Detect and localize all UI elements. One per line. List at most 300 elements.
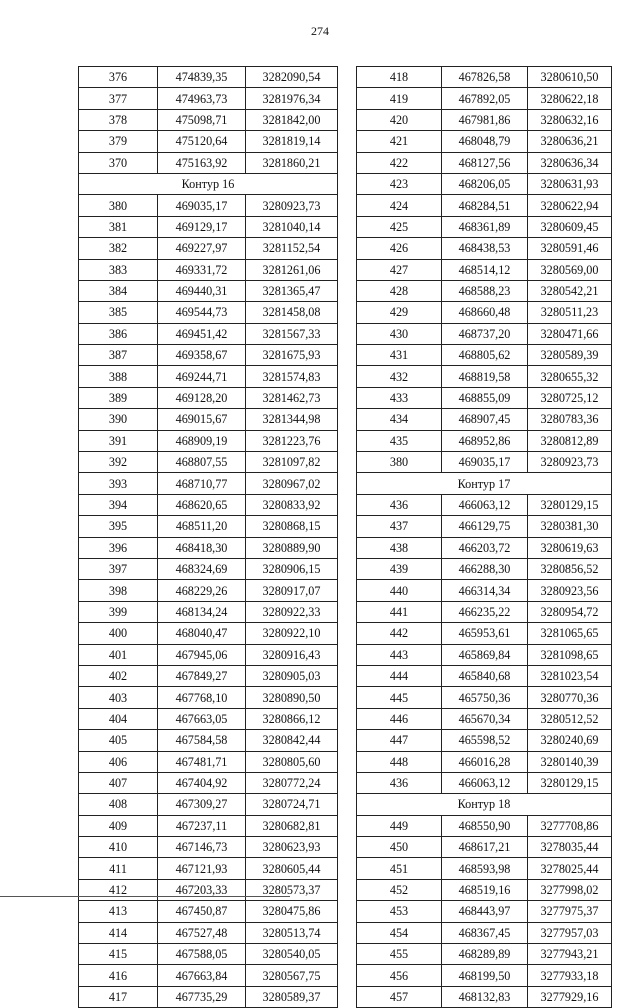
y-coordinate-cell: 3280833,92 bbox=[246, 494, 338, 515]
table-row bbox=[79, 302, 338, 323]
x-coordinate-cell: 468807,55 bbox=[158, 452, 246, 473]
y-coordinate-cell: 3280636,34 bbox=[528, 152, 612, 173]
x-coordinate-cell: 465840,68 bbox=[442, 665, 528, 686]
x-coordinate-cell: 468367,45 bbox=[442, 922, 528, 943]
x-coordinate-cell: 467981,86 bbox=[442, 109, 528, 130]
x-coordinate-cell: 468040,47 bbox=[158, 623, 246, 644]
point-number-cell: 378 bbox=[79, 109, 158, 130]
table-row bbox=[357, 173, 612, 194]
point-number-cell: 383 bbox=[79, 259, 158, 280]
point-number-cell: 433 bbox=[357, 387, 442, 408]
table-row bbox=[357, 366, 612, 387]
y-coordinate-cell: 3280917,07 bbox=[246, 580, 338, 601]
point-number-cell: 424 bbox=[357, 195, 442, 216]
table-row bbox=[79, 965, 338, 986]
y-coordinate-cell: 3280567,75 bbox=[246, 965, 338, 986]
table-row bbox=[79, 879, 338, 900]
y-coordinate-cell: 3280770,36 bbox=[528, 687, 612, 708]
page-number: 274 bbox=[311, 24, 329, 38]
x-coordinate-cell: 468132,83 bbox=[442, 986, 528, 1007]
y-coordinate-cell: 3280609,45 bbox=[528, 216, 612, 237]
y-coordinate-cell: 3281098,65 bbox=[528, 644, 612, 665]
y-coordinate-cell: 3277943,21 bbox=[528, 944, 612, 965]
y-coordinate-cell: 3280636,21 bbox=[528, 131, 612, 152]
x-coordinate-cell: 467663,84 bbox=[158, 965, 246, 986]
table-row bbox=[357, 644, 612, 665]
table-row bbox=[79, 837, 338, 858]
y-coordinate-cell: 3280772,24 bbox=[246, 772, 338, 793]
y-coordinate-cell: 3280129,15 bbox=[528, 494, 612, 515]
point-number-cell: 407 bbox=[79, 772, 158, 793]
y-coordinate-cell: 3280856,52 bbox=[528, 558, 612, 579]
y-coordinate-cell: 3281152,54 bbox=[246, 238, 338, 259]
y-coordinate-cell: 3280542,21 bbox=[528, 280, 612, 301]
table-row bbox=[79, 473, 338, 494]
point-number-cell: 403 bbox=[79, 687, 158, 708]
x-coordinate-cell: 468284,51 bbox=[442, 195, 528, 216]
table-row bbox=[79, 751, 338, 772]
table-row bbox=[357, 323, 612, 344]
table-row bbox=[357, 345, 612, 366]
x-coordinate-cell: 467404,92 bbox=[158, 772, 246, 793]
table-row bbox=[79, 131, 338, 152]
table-row bbox=[357, 858, 612, 879]
x-coordinate-cell: 468952,86 bbox=[442, 430, 528, 451]
table-row bbox=[79, 665, 338, 686]
table-row bbox=[357, 238, 612, 259]
x-coordinate-cell: 469035,17 bbox=[442, 452, 528, 473]
point-number-cell: 390 bbox=[79, 409, 158, 430]
x-coordinate-cell: 468620,65 bbox=[158, 494, 246, 515]
table-row bbox=[79, 986, 338, 1007]
x-coordinate-cell: 468443,97 bbox=[442, 901, 528, 922]
table-row bbox=[79, 580, 338, 601]
table-row bbox=[79, 537, 338, 558]
y-coordinate-cell: 3280922,10 bbox=[246, 623, 338, 644]
y-coordinate-cell: 3280967,02 bbox=[246, 473, 338, 494]
contour-label: Контур 18 bbox=[357, 794, 612, 815]
table-row bbox=[357, 772, 612, 793]
point-number-cell: 450 bbox=[357, 837, 442, 858]
table-row bbox=[357, 965, 612, 986]
y-coordinate-cell: 3280655,32 bbox=[528, 366, 612, 387]
table-row bbox=[79, 558, 338, 579]
point-number-cell: 416 bbox=[79, 965, 158, 986]
point-number-cell: 392 bbox=[79, 452, 158, 473]
x-coordinate-cell: 466235,22 bbox=[442, 601, 528, 622]
table-row bbox=[357, 131, 612, 152]
table-row bbox=[357, 580, 612, 601]
x-coordinate-cell: 467146,73 bbox=[158, 837, 246, 858]
table-row bbox=[79, 216, 338, 237]
table-row bbox=[357, 109, 612, 130]
table-row bbox=[79, 944, 338, 965]
point-number-cell: 393 bbox=[79, 473, 158, 494]
point-number-cell: 396 bbox=[79, 537, 158, 558]
y-coordinate-cell: 3280954,72 bbox=[528, 601, 612, 622]
point-number-cell: 413 bbox=[79, 901, 158, 922]
point-number-cell: 387 bbox=[79, 345, 158, 366]
x-coordinate-cell: 469128,20 bbox=[158, 387, 246, 408]
table-row bbox=[357, 751, 612, 772]
table-row bbox=[357, 387, 612, 408]
table-row bbox=[79, 67, 338, 88]
x-coordinate-cell: 465598,52 bbox=[442, 730, 528, 751]
y-coordinate-cell: 3280868,15 bbox=[246, 516, 338, 537]
x-coordinate-cell: 468617,21 bbox=[442, 837, 528, 858]
y-coordinate-cell: 3281574,83 bbox=[246, 366, 338, 387]
x-coordinate-cell: 465953,61 bbox=[442, 623, 528, 644]
y-coordinate-cell: 3280240,69 bbox=[528, 730, 612, 751]
y-coordinate-cell: 3281023,54 bbox=[528, 665, 612, 686]
x-coordinate-cell: 468361,89 bbox=[442, 216, 528, 237]
y-coordinate-cell: 3280783,36 bbox=[528, 409, 612, 430]
x-coordinate-cell: 469544,73 bbox=[158, 302, 246, 323]
point-number-cell: 380 bbox=[79, 195, 158, 216]
point-number-cell: 429 bbox=[357, 302, 442, 323]
table-row bbox=[357, 88, 612, 109]
x-coordinate-cell: 465869,84 bbox=[442, 644, 528, 665]
point-number-cell: 417 bbox=[79, 986, 158, 1007]
y-coordinate-cell: 3277708,86 bbox=[528, 815, 612, 836]
table-row bbox=[357, 280, 612, 301]
table-row bbox=[357, 537, 612, 558]
y-coordinate-cell: 3280923,73 bbox=[528, 452, 612, 473]
y-coordinate-cell: 3280724,71 bbox=[246, 794, 338, 815]
y-coordinate-cell: 3280725,12 bbox=[528, 387, 612, 408]
table-row bbox=[79, 409, 338, 430]
x-coordinate-cell: 468710,77 bbox=[158, 473, 246, 494]
x-coordinate-cell: 468514,12 bbox=[442, 259, 528, 280]
contour-label: Контур 16 bbox=[79, 173, 338, 194]
x-coordinate-cell: 468134,24 bbox=[158, 601, 246, 622]
y-coordinate-cell: 3277929,16 bbox=[528, 986, 612, 1007]
point-number-cell: 456 bbox=[357, 965, 442, 986]
x-coordinate-cell: 469451,42 bbox=[158, 323, 246, 344]
point-number-cell: 440 bbox=[357, 580, 442, 601]
point-number-cell: 377 bbox=[79, 88, 158, 109]
y-coordinate-cell: 3280605,44 bbox=[246, 858, 338, 879]
table-row bbox=[79, 387, 338, 408]
table-row bbox=[79, 366, 338, 387]
table-row bbox=[79, 687, 338, 708]
y-coordinate-cell: 3280591,46 bbox=[528, 238, 612, 259]
y-coordinate-cell: 3280923,73 bbox=[246, 195, 338, 216]
x-coordinate-cell: 469129,17 bbox=[158, 216, 246, 237]
y-coordinate-cell: 3280511,23 bbox=[528, 302, 612, 323]
x-coordinate-cell: 468519,16 bbox=[442, 879, 528, 900]
x-coordinate-cell: 475120,64 bbox=[158, 131, 246, 152]
point-number-cell: 427 bbox=[357, 259, 442, 280]
x-coordinate-cell: 467768,10 bbox=[158, 687, 246, 708]
y-coordinate-cell: 3280471,66 bbox=[528, 323, 612, 344]
table-row bbox=[79, 644, 338, 665]
x-coordinate-cell: 469440,31 bbox=[158, 280, 246, 301]
table-row bbox=[357, 195, 612, 216]
coordinates-table-right-body bbox=[357, 67, 612, 1008]
table-row bbox=[357, 67, 612, 88]
y-coordinate-cell: 3280906,15 bbox=[246, 558, 338, 579]
table-row bbox=[357, 430, 612, 451]
y-coordinate-cell: 3281040,14 bbox=[246, 216, 338, 237]
x-coordinate-cell: 468418,30 bbox=[158, 537, 246, 558]
point-number-cell: 447 bbox=[357, 730, 442, 751]
contour-header-row bbox=[357, 794, 612, 815]
y-coordinate-cell: 3280631,93 bbox=[528, 173, 612, 194]
point-number-cell: 438 bbox=[357, 537, 442, 558]
table-row bbox=[79, 730, 338, 751]
point-number-cell: 446 bbox=[357, 708, 442, 729]
point-number-cell: 435 bbox=[357, 430, 442, 451]
point-number-cell: 394 bbox=[79, 494, 158, 515]
point-number-cell: 434 bbox=[357, 409, 442, 430]
table-row bbox=[79, 922, 338, 943]
table-row bbox=[79, 494, 338, 515]
point-number-cell: 398 bbox=[79, 580, 158, 601]
x-coordinate-cell: 465670,34 bbox=[442, 708, 528, 729]
x-coordinate-cell: 467663,05 bbox=[158, 708, 246, 729]
y-coordinate-cell: 3280682,81 bbox=[246, 815, 338, 836]
x-coordinate-cell: 467735,29 bbox=[158, 986, 246, 1007]
y-coordinate-cell: 3281261,06 bbox=[246, 259, 338, 280]
y-coordinate-cell: 3280632,16 bbox=[528, 109, 612, 130]
point-number-cell: 381 bbox=[79, 216, 158, 237]
y-coordinate-cell: 3280569,00 bbox=[528, 259, 612, 280]
x-coordinate-cell: 467849,27 bbox=[158, 665, 246, 686]
table-row bbox=[357, 601, 612, 622]
y-coordinate-cell: 3281223,76 bbox=[246, 430, 338, 451]
point-number-cell: 421 bbox=[357, 131, 442, 152]
point-number-cell: 423 bbox=[357, 173, 442, 194]
point-number-cell: 441 bbox=[357, 601, 442, 622]
x-coordinate-cell: 467203,33 bbox=[158, 879, 246, 900]
y-coordinate-cell: 3281462,73 bbox=[246, 387, 338, 408]
point-number-cell: 404 bbox=[79, 708, 158, 729]
y-coordinate-cell: 3280916,43 bbox=[246, 644, 338, 665]
y-coordinate-cell: 3280812,89 bbox=[528, 430, 612, 451]
x-coordinate-cell: 466203,72 bbox=[442, 537, 528, 558]
x-coordinate-cell: 474839,35 bbox=[158, 67, 246, 88]
point-number-cell: 382 bbox=[79, 238, 158, 259]
y-coordinate-cell: 3277957,03 bbox=[528, 922, 612, 943]
x-coordinate-cell: 468511,20 bbox=[158, 516, 246, 537]
point-number-cell: 408 bbox=[79, 794, 158, 815]
y-coordinate-cell: 3278035,44 bbox=[528, 837, 612, 858]
table-row bbox=[79, 109, 338, 130]
point-number-cell: 389 bbox=[79, 387, 158, 408]
y-coordinate-cell: 3280905,03 bbox=[246, 665, 338, 686]
y-coordinate-cell: 3280513,74 bbox=[246, 922, 338, 943]
point-number-cell: 414 bbox=[79, 922, 158, 943]
y-coordinate-cell: 3280512,52 bbox=[528, 708, 612, 729]
point-number-cell: 420 bbox=[357, 109, 442, 130]
table-row bbox=[79, 88, 338, 109]
y-coordinate-cell: 3280842,44 bbox=[246, 730, 338, 751]
x-coordinate-cell: 468819,58 bbox=[442, 366, 528, 387]
y-coordinate-cell: 3280922,33 bbox=[246, 601, 338, 622]
contour-header-row bbox=[357, 473, 612, 494]
point-number-cell: 422 bbox=[357, 152, 442, 173]
y-coordinate-cell: 3280573,37 bbox=[246, 879, 338, 900]
table-row bbox=[79, 772, 338, 793]
y-coordinate-cell: 3280589,39 bbox=[528, 345, 612, 366]
x-coordinate-cell: 469227,97 bbox=[158, 238, 246, 259]
y-coordinate-cell: 3280805,60 bbox=[246, 751, 338, 772]
table-row bbox=[79, 152, 338, 173]
point-number-cell: 453 bbox=[357, 901, 442, 922]
table-row bbox=[79, 452, 338, 473]
point-number-cell: 399 bbox=[79, 601, 158, 622]
x-coordinate-cell: 467892,05 bbox=[442, 88, 528, 109]
point-number-cell: 412 bbox=[79, 879, 158, 900]
point-number-cell: 418 bbox=[357, 67, 442, 88]
x-coordinate-cell: 468206,05 bbox=[442, 173, 528, 194]
table-row bbox=[357, 901, 612, 922]
y-coordinate-cell: 3281567,33 bbox=[246, 323, 338, 344]
y-coordinate-cell: 3281842,00 bbox=[246, 109, 338, 130]
table-row bbox=[357, 922, 612, 943]
point-number-cell: 437 bbox=[357, 516, 442, 537]
x-coordinate-cell: 468909,19 bbox=[158, 430, 246, 451]
x-coordinate-cell: 475098,71 bbox=[158, 109, 246, 130]
point-number-cell: 405 bbox=[79, 730, 158, 751]
table-row bbox=[357, 302, 612, 323]
y-coordinate-cell: 3280619,63 bbox=[528, 537, 612, 558]
x-coordinate-cell: 467826,58 bbox=[442, 67, 528, 88]
x-coordinate-cell: 468324,69 bbox=[158, 558, 246, 579]
table-row bbox=[79, 238, 338, 259]
x-coordinate-cell: 467481,71 bbox=[158, 751, 246, 772]
x-coordinate-cell: 469331,72 bbox=[158, 259, 246, 280]
table-row bbox=[357, 879, 612, 900]
point-number-cell: 443 bbox=[357, 644, 442, 665]
y-coordinate-cell: 3277975,37 bbox=[528, 901, 612, 922]
point-number-cell: 430 bbox=[357, 323, 442, 344]
x-coordinate-cell: 468048,79 bbox=[442, 131, 528, 152]
point-number-cell: 409 bbox=[79, 815, 158, 836]
y-coordinate-cell: 3280890,50 bbox=[246, 687, 338, 708]
point-number-cell: 431 bbox=[357, 345, 442, 366]
point-number-cell: 452 bbox=[357, 879, 442, 900]
point-number-cell: 415 bbox=[79, 944, 158, 965]
x-coordinate-cell: 467527,48 bbox=[158, 922, 246, 943]
x-coordinate-cell: 468907,45 bbox=[442, 409, 528, 430]
y-coordinate-cell: 3281976,34 bbox=[246, 88, 338, 109]
x-coordinate-cell: 468805,62 bbox=[442, 345, 528, 366]
table-row bbox=[79, 516, 338, 537]
point-number-cell: 451 bbox=[357, 858, 442, 879]
point-number-cell: 425 bbox=[357, 216, 442, 237]
table-row bbox=[79, 901, 338, 922]
contour-header-row bbox=[79, 173, 338, 194]
point-number-cell: 370 bbox=[79, 152, 158, 173]
point-number-cell: 439 bbox=[357, 558, 442, 579]
table-row bbox=[79, 323, 338, 344]
point-number-cell: 445 bbox=[357, 687, 442, 708]
table-row bbox=[357, 409, 612, 430]
point-number-cell: 379 bbox=[79, 131, 158, 152]
table-row bbox=[357, 558, 612, 579]
point-number-cell: 388 bbox=[79, 366, 158, 387]
y-coordinate-cell: 3280140,39 bbox=[528, 751, 612, 772]
x-coordinate-cell: 466129,75 bbox=[442, 516, 528, 537]
table-row bbox=[357, 837, 612, 858]
footer-rule bbox=[0, 896, 290, 897]
point-number-cell: 426 bbox=[357, 238, 442, 259]
point-number-cell: 432 bbox=[357, 366, 442, 387]
point-number-cell: 395 bbox=[79, 516, 158, 537]
point-number-cell: 410 bbox=[79, 837, 158, 858]
y-coordinate-cell: 3280623,93 bbox=[246, 837, 338, 858]
table-row bbox=[79, 601, 338, 622]
table-row bbox=[79, 794, 338, 815]
x-coordinate-cell: 466016,28 bbox=[442, 751, 528, 772]
x-coordinate-cell: 469358,67 bbox=[158, 345, 246, 366]
x-coordinate-cell: 466063,12 bbox=[442, 772, 528, 793]
table-row bbox=[79, 858, 338, 879]
y-coordinate-cell: 3280622,18 bbox=[528, 88, 612, 109]
x-coordinate-cell: 468199,50 bbox=[442, 965, 528, 986]
x-coordinate-cell: 465750,36 bbox=[442, 687, 528, 708]
x-coordinate-cell: 469015,67 bbox=[158, 409, 246, 430]
x-coordinate-cell: 468737,20 bbox=[442, 323, 528, 344]
x-coordinate-cell: 467121,93 bbox=[158, 858, 246, 879]
point-number-cell: 419 bbox=[357, 88, 442, 109]
point-number-cell: 376 bbox=[79, 67, 158, 88]
y-coordinate-cell: 3281860,21 bbox=[246, 152, 338, 173]
point-number-cell: 448 bbox=[357, 751, 442, 772]
point-number-cell: 444 bbox=[357, 665, 442, 686]
y-coordinate-cell: 3281344,98 bbox=[246, 409, 338, 430]
x-coordinate-cell: 466063,12 bbox=[442, 494, 528, 515]
point-number-cell: 400 bbox=[79, 623, 158, 644]
point-number-cell: 384 bbox=[79, 280, 158, 301]
x-coordinate-cell: 468588,23 bbox=[442, 280, 528, 301]
y-coordinate-cell: 3280889,90 bbox=[246, 537, 338, 558]
x-coordinate-cell: 475163,92 bbox=[158, 152, 246, 173]
point-number-cell: 442 bbox=[357, 623, 442, 644]
table-row bbox=[357, 623, 612, 644]
y-coordinate-cell: 3281097,82 bbox=[246, 452, 338, 473]
y-coordinate-cell: 3280381,30 bbox=[528, 516, 612, 537]
y-coordinate-cell: 3277998,02 bbox=[528, 879, 612, 900]
point-number-cell: 402 bbox=[79, 665, 158, 686]
y-coordinate-cell: 3282090,54 bbox=[246, 67, 338, 88]
x-coordinate-cell: 466288,30 bbox=[442, 558, 528, 579]
y-coordinate-cell: 3277933,18 bbox=[528, 965, 612, 986]
table-row bbox=[357, 986, 612, 1007]
x-coordinate-cell: 467309,27 bbox=[158, 794, 246, 815]
table-row bbox=[79, 345, 338, 366]
table-row bbox=[357, 730, 612, 751]
y-coordinate-cell: 3278025,44 bbox=[528, 858, 612, 879]
table-row bbox=[357, 494, 612, 515]
table-row bbox=[79, 815, 338, 836]
point-number-cell: 411 bbox=[79, 858, 158, 879]
coordinates-table-left-body bbox=[79, 67, 338, 1008]
point-number-cell: 428 bbox=[357, 280, 442, 301]
y-coordinate-cell: 3280610,50 bbox=[528, 67, 612, 88]
point-number-cell: 391 bbox=[79, 430, 158, 451]
x-coordinate-cell: 468229,26 bbox=[158, 580, 246, 601]
x-coordinate-cell: 468289,89 bbox=[442, 944, 528, 965]
point-number-cell: 380 bbox=[357, 452, 442, 473]
y-coordinate-cell: 3280589,37 bbox=[246, 986, 338, 1007]
table-row bbox=[357, 516, 612, 537]
table-row bbox=[79, 280, 338, 301]
y-coordinate-cell: 3280475,86 bbox=[246, 901, 338, 922]
point-number-cell: 385 bbox=[79, 302, 158, 323]
